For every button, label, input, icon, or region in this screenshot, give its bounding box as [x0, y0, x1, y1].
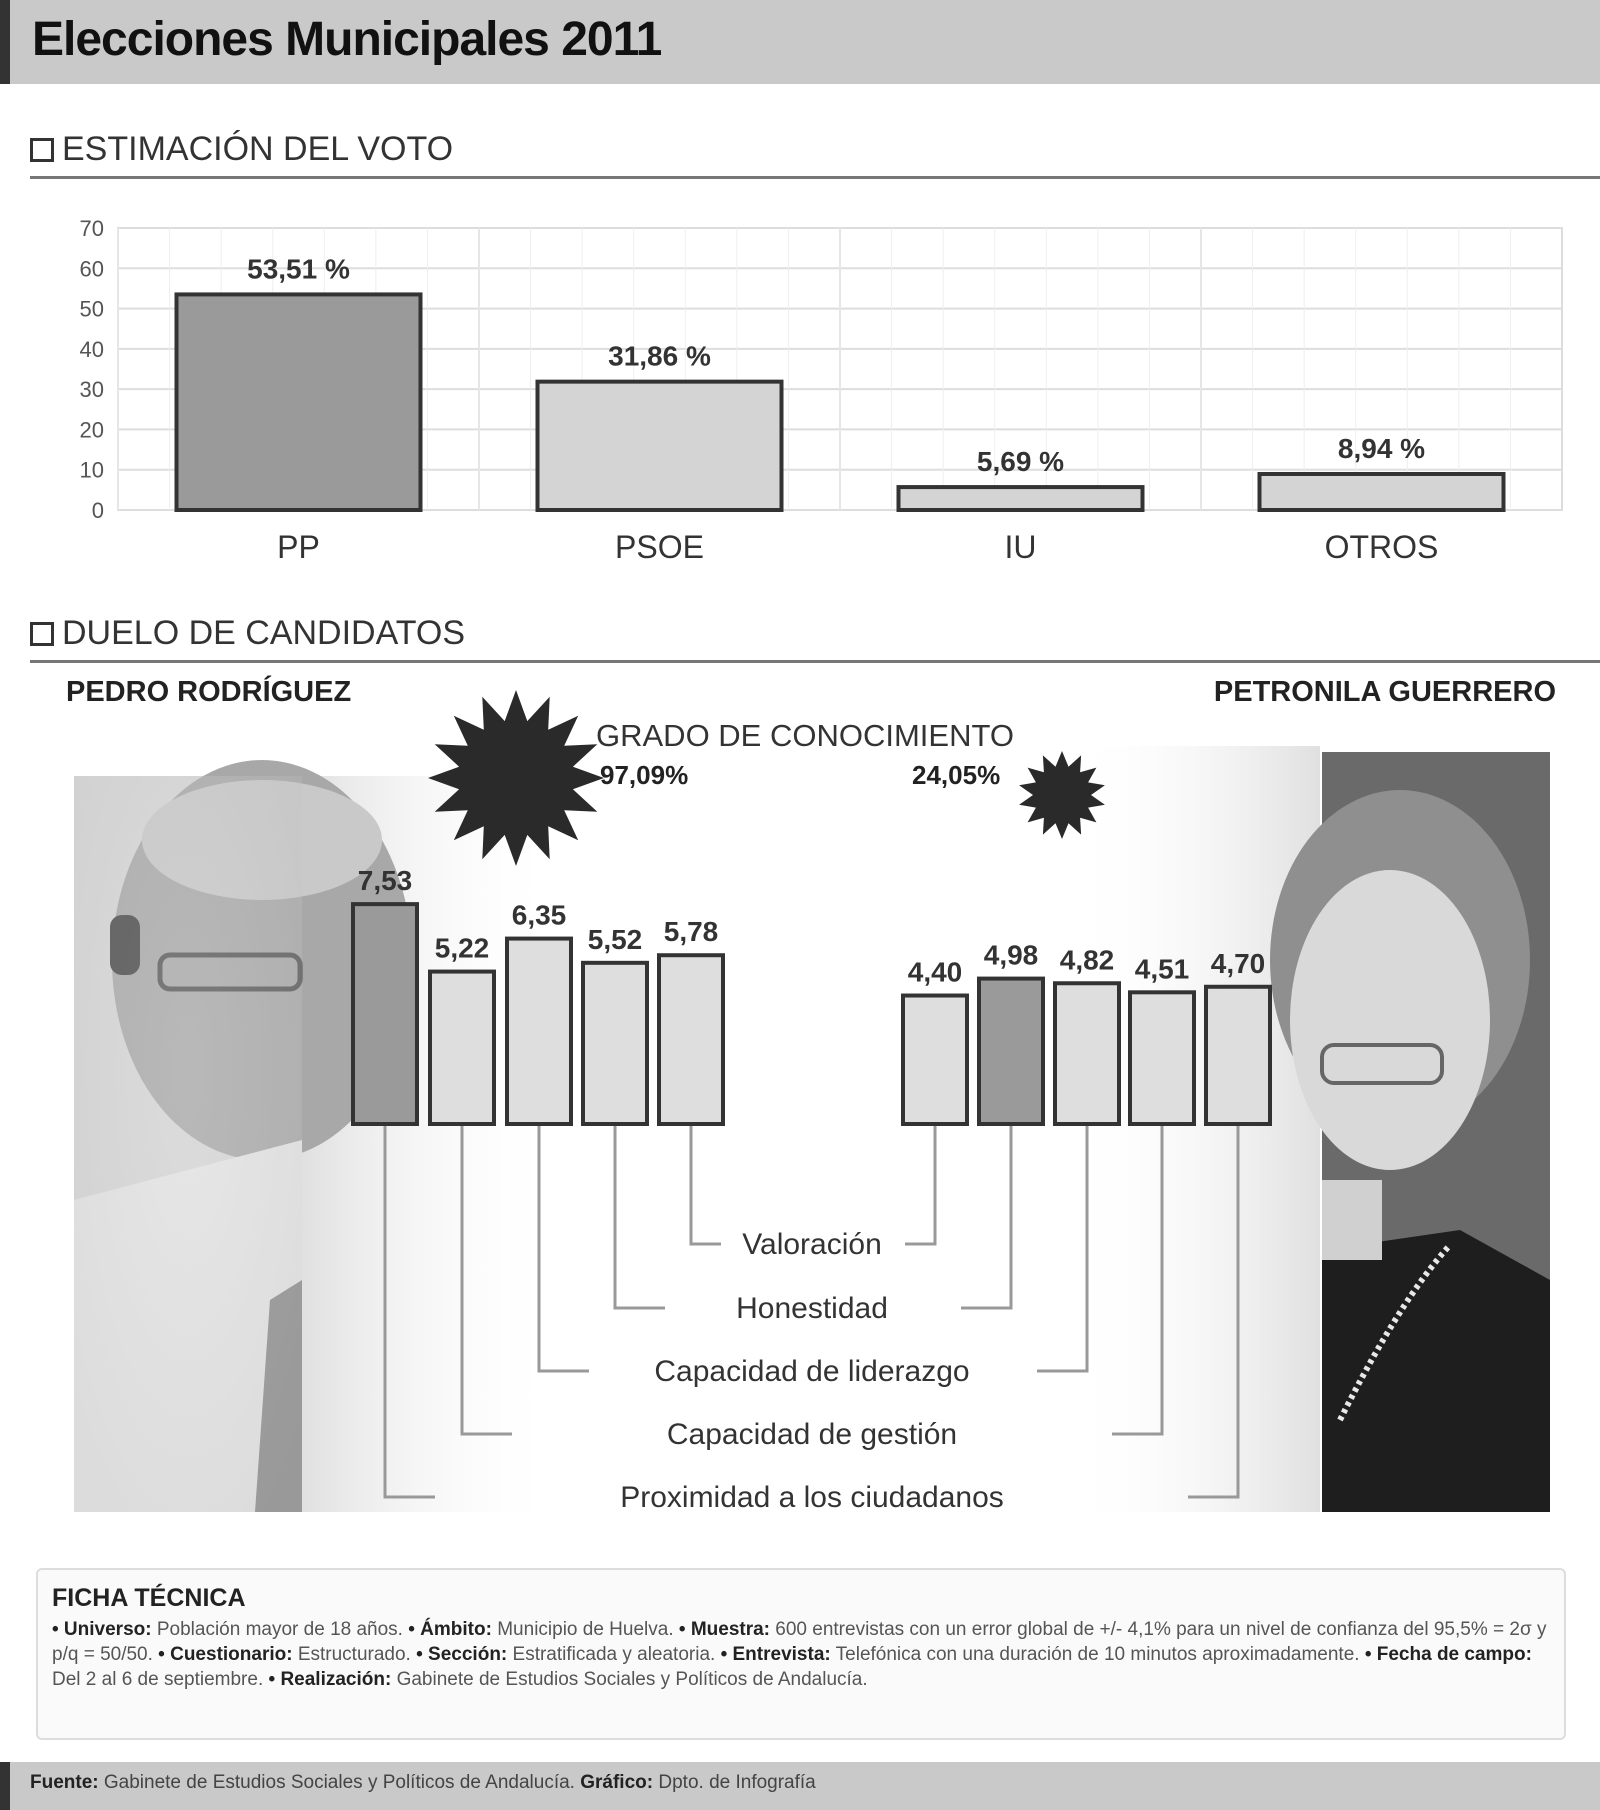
bar-value-label: 4,40 [907, 956, 963, 988]
category-label: Proximidad a los ciudadanos [620, 1481, 1004, 1514]
ficha-item-value: 600 entrevistas con un error global de +/- 4,1% para un nivel de confianza del 95,5% = 2σ y p/q = 50/50. [52, 1619, 1547, 1665]
face-shape [1290, 870, 1490, 1170]
bar-value-label: 4,98 [983, 939, 1039, 971]
ficha-title: FICHA TÉCNICA [52, 1584, 246, 1612]
footer-grafico-value: Dpto. de Infografía [653, 1772, 816, 1793]
bar-value-label: 4,70 [1210, 947, 1266, 979]
bar-value-label: 53,51 % [247, 253, 350, 285]
bar-pedro [353, 904, 417, 1124]
bar-pp [177, 294, 421, 510]
bar-value-label: 6,35 [511, 899, 567, 931]
ficha-item-value: Telefónica con una duración de 10 minutos aproximadamente. [830, 1644, 1365, 1665]
ficha-item-value: Estructurado. [292, 1644, 417, 1665]
ficha-item-key: • Entrevista: [720, 1644, 831, 1665]
ficha-item-key: • Muestra: [678, 1619, 771, 1640]
section-duelo-title: DUELO DE CANDIDATOS [62, 614, 466, 652]
bar-value-label: 4,51 [1134, 953, 1190, 985]
section-estimacion-title: ESTIMACIÓN DEL VOTO [62, 130, 454, 168]
y-tick-label: 0 [91, 498, 104, 523]
y-tick-label: 20 [79, 417, 104, 443]
grado-pedro-value: 97,09% [600, 760, 689, 790]
neck-shape [1322, 1180, 1382, 1260]
category-label: Honestidad [736, 1292, 888, 1325]
section-divider [30, 176, 1600, 179]
bar-petronila [1130, 992, 1194, 1124]
y-tick-label: 40 [79, 336, 104, 362]
category-label: Valoración [742, 1228, 882, 1261]
footer-bar [0, 1762, 1600, 1810]
section-divider [30, 660, 1600, 663]
vote-estimate-chart [0, 190, 1600, 580]
bar-value-label: 5,52 [587, 923, 643, 955]
bar-value-label: 5,69 % [976, 446, 1065, 478]
bar-value-label: 8,94 % [1337, 432, 1426, 464]
ficha-item-key: • Universo: [52, 1619, 152, 1640]
bar-otros [1260, 474, 1504, 510]
category-label: Capacidad de gestión [666, 1418, 958, 1451]
candidate-left-name: PEDRO RODRÍGUEZ [66, 676, 352, 708]
ficha-item-value: Gabinete de Estudios Sociales y Políticos de Andalucía. [391, 1669, 868, 1690]
bar-petronila [1206, 987, 1270, 1124]
y-tick-label: 50 [79, 296, 104, 322]
ficha-item-value: Municipio de Huelva. [491, 1619, 679, 1640]
ficha-item-key: • Fecha de campo: [1364, 1644, 1532, 1665]
ficha-item-key: • Realización: [268, 1669, 392, 1690]
bar-pedro [430, 972, 494, 1124]
ficha-item-key: • Sección: [416, 1644, 508, 1665]
grado-conocimiento-label: GRADO DE CONOCIMIENTO [596, 718, 1014, 753]
connector-right [961, 1124, 1011, 1308]
bar-pedro [507, 939, 571, 1124]
bar-value-label: 5,22 [434, 932, 490, 964]
bar-psoe [538, 382, 782, 510]
ficha-item-key: • Cuestionario: [158, 1644, 293, 1665]
bar-petronila [903, 996, 967, 1124]
candidate-duel-chart [0, 680, 1600, 1540]
ficha-item-value: Del 2 al 6 de septiembre. [52, 1669, 269, 1690]
bar-pedro [659, 955, 723, 1124]
footer-grafico-key: Gráfico: [580, 1772, 654, 1793]
footer-fuente-value: Gabinete de Estudios Sociales y Políticos de Andalucía. [98, 1772, 581, 1793]
x-category-label: OTROS [1324, 529, 1439, 565]
section-estimacion [30, 130, 453, 169]
bar-pedro [583, 963, 647, 1124]
category-label: Capacidad de liderazgo [654, 1355, 970, 1388]
square-icon [30, 138, 54, 162]
x-category-label: PSOE [615, 529, 704, 565]
y-tick-label: 70 [79, 216, 104, 241]
x-category-label: PP [277, 529, 320, 565]
ficha-item-value: Población mayor de 18 años. [151, 1619, 409, 1640]
grado-petronila-value: 24,05% [912, 760, 1001, 790]
footer-fuente-key: Fuente: [30, 1772, 99, 1793]
ficha-item-value: Estratificada y aleatoria. [507, 1644, 721, 1665]
connector-left [691, 1124, 721, 1244]
bar-value-label: 31,86 % [608, 340, 711, 372]
candidate-right-name: PETRONILA GUERRERO [1213, 676, 1556, 708]
photo-left-tint [74, 776, 302, 1512]
y-tick-label: 60 [79, 256, 104, 282]
x-category-label: IU [1004, 529, 1037, 565]
bar-petronila [979, 979, 1043, 1124]
connector-right [905, 1124, 935, 1244]
ficha-item-key: • Ámbito: [408, 1619, 492, 1640]
bar-iu [899, 487, 1143, 510]
starburst-large-icon [428, 690, 604, 866]
photo-right-fade [1070, 746, 1320, 1512]
bar-value-label: 5,78 [663, 916, 719, 948]
bar-value-label: 7,53 [357, 865, 413, 897]
section-duelo [30, 614, 465, 653]
bar-value-label: 4,82 [1059, 944, 1115, 976]
y-tick-label: 10 [79, 457, 104, 483]
square-icon [30, 622, 54, 646]
bar-petronila [1055, 983, 1119, 1124]
connector-left [615, 1124, 665, 1308]
dress-shape [1322, 1230, 1550, 1512]
page-title: Elecciones Municipales 2011 [32, 13, 662, 66]
y-tick-label: 30 [79, 377, 104, 403]
ficha-tecnica [36, 1568, 1566, 1740]
ficha-body [52, 1617, 1550, 1692]
header-bar [0, 0, 1600, 84]
